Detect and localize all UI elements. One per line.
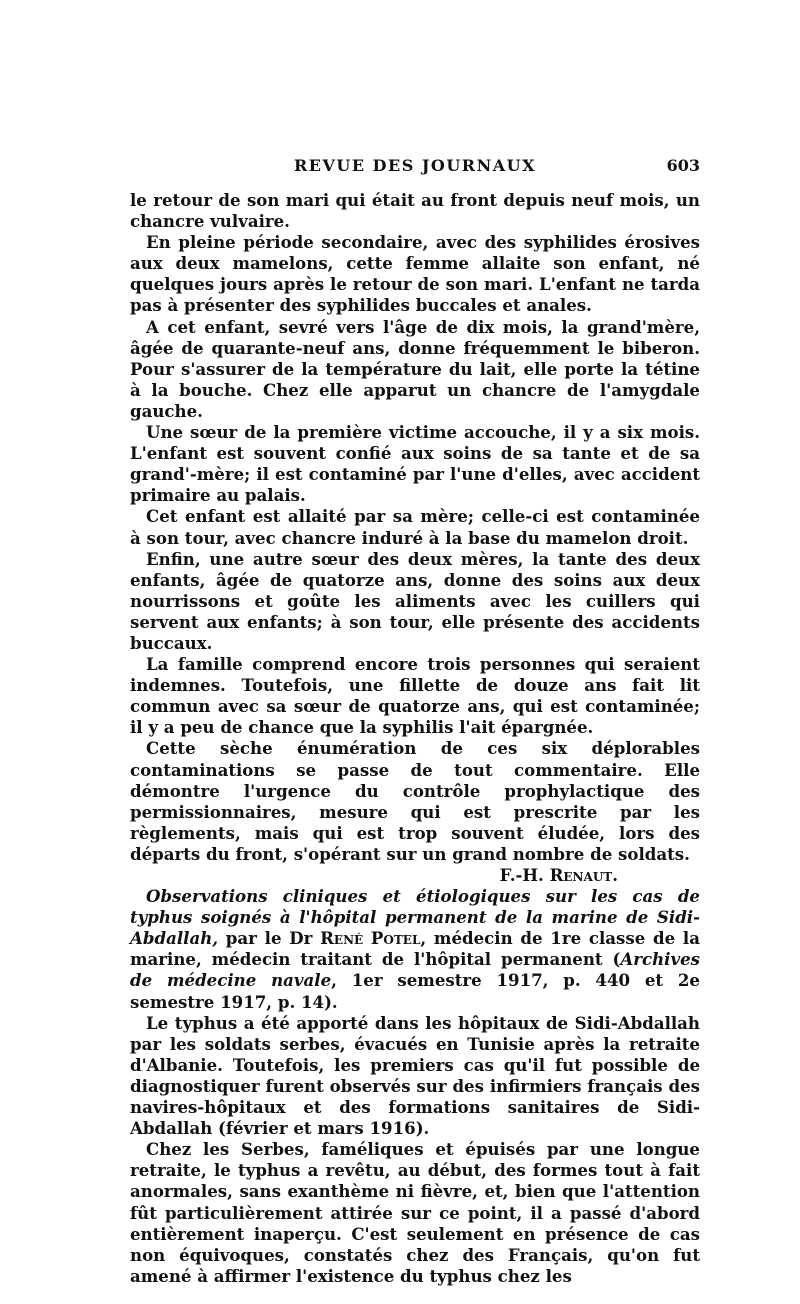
page-body	[130, 190, 700, 1287]
article-author: René Potel,	[320, 928, 427, 949]
page-header	[130, 156, 700, 180]
author-title: Dr	[289, 928, 313, 949]
paragraph: Chez les Serbes, faméliques et épuisés par une longue retraite, le typhus a revêtu, au début, des formes tout à fait anormales, sans exanthème ni fièvre, et, bien que l'attention fût particulièrement attirée sur ce point, il a passé d'abord entièrement inaperçu. C'est seulement en présence de cas non équivoques, constatés chez des Français, qu'on fut amené à affirmer l'existence du typhus chez les	[130, 1139, 700, 1286]
paragraph: Cette sèche énumération de ces six déplorables contaminations se passe de tout commentaire. Elle démontre l'urgence du contrôle prophylactique des permissionnaires, mesure qui est prescrite par les règlements, mais qui est trop souvent éludée, lors des départs du front, s'opérant sur un grand nombre de soldats.	[130, 738, 700, 864]
paragraph: A cet enfant, sevré vers l'âge de dix mois, la grand'mère, âgée de quarante-neuf ans, donne fréquemment le biberon. Pour s'assurer de la température du lait, elle porte la tétine à la bouche. Chez elle apparut un chancre de l'amygdale gauche.	[130, 316, 700, 421]
paragraph: En pleine période secondaire, avec des syphilides érosives aux deux mamelons, cette femme allaite son enfant, né quelques jours après le retour de son mari. L'enfant ne tarda pas à présenter des syphilides buccales et anales.	[130, 232, 700, 316]
journal-name: Archives de médecine navale	[130, 949, 700, 991]
paragraph: Le typhus a été apporté dans les hôpitaux de Sidi-Abdallah par les soldats serbes, évacués en Tunisie après la retraite d'Albanie. Toutefois, les premiers cas qu'il fut possible de diagnostiquer furent observés sur des infirmiers français des navires-hôpitaux et des formations sanitaires de Sidi-Abdallah (février et mars 1916).	[130, 1012, 700, 1139]
paragraph-continued: le retour de son mari qui était au front depuis neuf mois, un chancre vulvaire.	[130, 190, 700, 232]
author-affiliation: médecin de 1re classe de la marine, médecin traitant de l'hôpital permanent (	[130, 928, 700, 970]
paragraph: Une sœur de la première victime accouche, il y a six mois. L'enfant est souvent confié aux soins de sa tante et de sa grand'-mère; il est contaminé par l'une d'elles, avec accident primaire au palais.	[130, 422, 700, 506]
page-number: 603	[666, 156, 700, 175]
paragraph: Enfin, une autre sœur des deux mères, la tante des deux enfants, âgée de quatorze ans, donne des soins aux deux nourrissons et goûte les aliments avec les cuillers qui servent aux enfants; à son tour, elle présente des accidents buccaux.	[130, 548, 700, 653]
signature-name: Renaut.	[549, 865, 618, 885]
running-title: REVUE DES JOURNAUX	[294, 156, 536, 175]
article-heading	[130, 886, 700, 1013]
article-signature	[130, 865, 700, 886]
paragraph: La famille comprend encore trois personnes qui seraient indemnes. Toutefois, une fillette de douze ans fait lit commun avec sa sœur de quatorze ans, qui est contaminée; il y a peu de chance que la syphilis l'ait épargnée.	[130, 654, 700, 738]
citation-details: , 1er semestre 1917, p. 440 et 2e semestre 1917, p. 14).	[130, 970, 700, 1012]
article-by: par le	[225, 928, 282, 949]
article-title: Observations cliniques et étiologiques sur les cas de typhus soignés à l'hôpital permanent de la marine de Sidi-Abdallah,	[130, 886, 700, 949]
paragraph: Cet enfant est allaité par sa mère; celle-ci est contaminée à son tour, avec chancre induré à la base du mamelon droit.	[130, 506, 700, 548]
signature-initials: F.-H.	[499, 865, 544, 885]
